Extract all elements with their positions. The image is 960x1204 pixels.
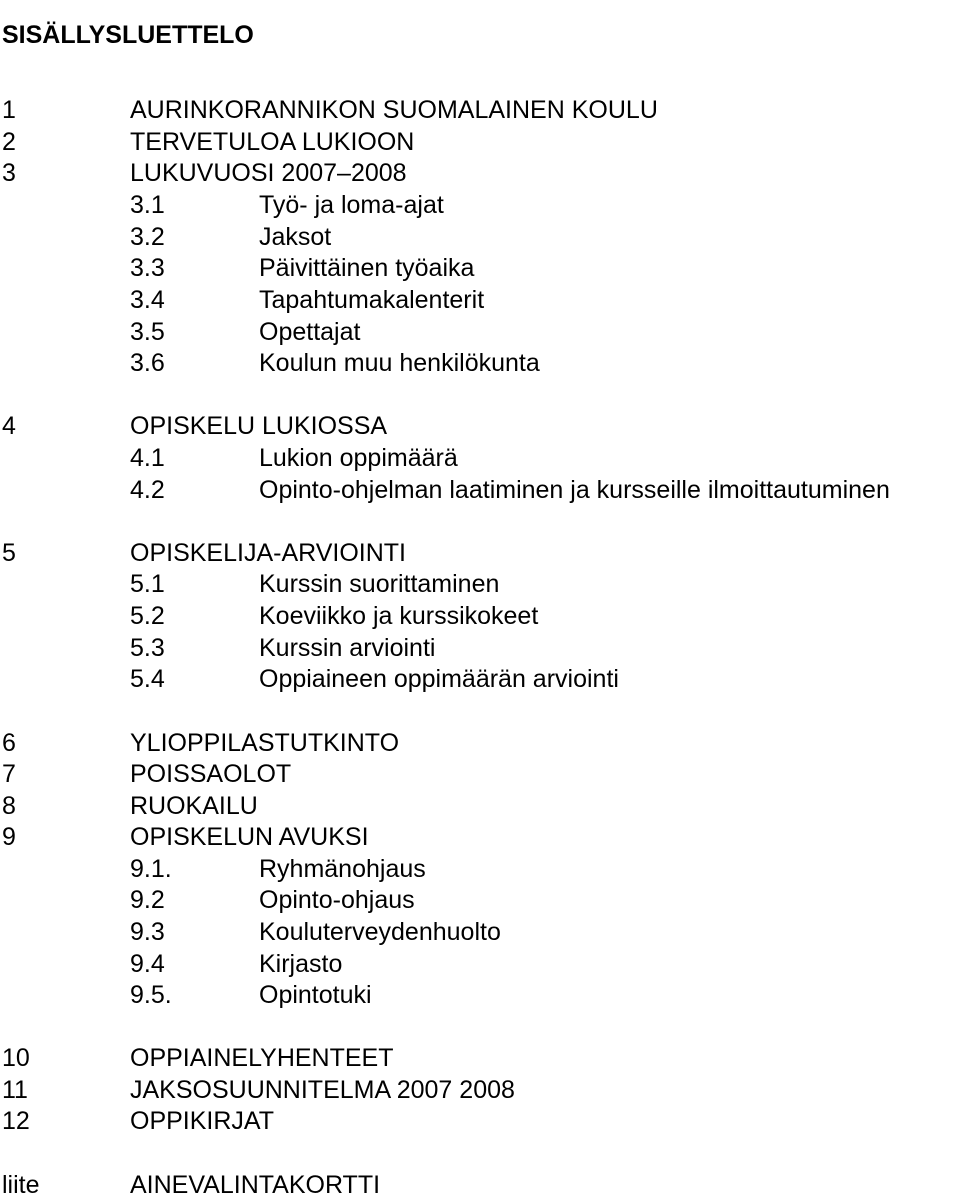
toc-entry-label: POISSAOLOT [130, 760, 292, 788]
toc-entry-label: Opettajat [259, 318, 361, 346]
toc-entry-number: 3.4 [130, 286, 165, 314]
toc-entry [0, 948, 960, 980]
toc-entry-label: Jaksot [259, 223, 332, 251]
toc-entry-number: 12 [2, 1107, 30, 1135]
toc-entry-label: OPPIKIRJAT [130, 1107, 275, 1135]
toc-entry-number: 1 [2, 96, 16, 124]
toc-entry-number: 10 [2, 1044, 30, 1072]
toc-entry [0, 474, 960, 506]
toc-entry [0, 1042, 960, 1074]
toc-entry-number: 6 [2, 729, 16, 757]
page-title: SISÄLLYSLUETTELO [2, 20, 254, 49]
toc-entry-label: Opinto-ohjelman laatiminen ja kursseille ilmoittautuminen [259, 476, 890, 504]
toc-entry [0, 316, 960, 348]
toc-entry-number: 9.5. [130, 981, 172, 1009]
toc-entry-label: Kurssin suorittaminen [259, 570, 500, 598]
toc-entry [0, 916, 960, 948]
toc-entry [0, 410, 960, 442]
toc-entry-label: Ryhmänohjaus [259, 855, 426, 883]
toc-entry [0, 126, 960, 158]
toc-entry-label: TERVETULOA LUKIOON [130, 128, 415, 156]
toc-entry [0, 600, 960, 632]
toc-entry-label: RUOKAILU [130, 792, 258, 820]
toc-entry [0, 853, 960, 885]
toc-entry [0, 884, 960, 916]
toc-entry-label: AURINKORANNIKON SUOMALAINEN KOULU [130, 96, 658, 124]
toc-entry-number: 9.4 [130, 950, 165, 978]
toc-entry-label: Kirjasto [259, 950, 343, 978]
toc-entry [0, 442, 960, 474]
toc-entry [0, 568, 960, 600]
toc-entry-label: YLIOPPILASTUTKINTO [130, 729, 400, 757]
toc-entry-label: OPISKELU LUKIOSSA [130, 412, 388, 440]
toc-entry [0, 727, 960, 759]
toc-entry [0, 347, 960, 379]
toc-entry-number: 3 [2, 159, 16, 187]
toc-entry [0, 284, 960, 316]
toc-entry-number: 5 [2, 539, 16, 567]
toc-entry-label: Opinto-ohjaus [259, 886, 415, 914]
toc-entry [0, 252, 960, 284]
toc-entry-label: OPISKELUN AVUKSI [130, 823, 369, 851]
toc-entry [0, 790, 960, 822]
toc-entry [0, 537, 960, 569]
toc-entry-number: 5.1 [130, 570, 165, 598]
toc-entry [0, 1074, 960, 1106]
toc-entry [0, 663, 960, 695]
toc-entry-label: Työ- ja loma-ajat [259, 191, 444, 219]
toc-entry-number: 9.2 [130, 886, 165, 914]
toc-entry-number: 9.1. [130, 855, 172, 883]
toc-entry [0, 1169, 960, 1201]
toc-entry-number: 5.2 [130, 602, 165, 630]
toc-entry-number: 4 [2, 412, 16, 440]
toc-entry [0, 94, 960, 126]
toc-entry [0, 821, 960, 853]
toc-entry-label: Lukion oppimäärä [259, 444, 458, 472]
toc-entry [0, 632, 960, 664]
toc-entry-number: 5.3 [130, 634, 165, 662]
toc-entry-number: 3.3 [130, 254, 165, 282]
toc-entry [0, 1105, 960, 1137]
toc-entry [0, 189, 960, 221]
toc-entry [0, 979, 960, 1011]
toc-entry [0, 758, 960, 790]
toc-entry-number: 3.1 [130, 191, 165, 219]
toc-entry-label: Kurssin arviointi [259, 634, 436, 662]
toc-entry-label: Koeviikko ja kurssikokeet [259, 602, 539, 630]
toc-entry-number: 3.6 [130, 349, 165, 377]
toc-entry-number: 7 [2, 760, 16, 788]
toc-entry-label: JAKSOSUUNNITELMA 2007 2008 [130, 1076, 515, 1104]
toc-entry-label: OPISKELIJA-ARVIOINTI [130, 539, 407, 567]
toc-entry-label: LUKUVUOSI 2007–2008 [130, 159, 407, 187]
toc-entry-label: Oppiaineen oppimäärän arviointi [259, 665, 619, 693]
toc-entry-label: Tapahtumakalenterit [259, 286, 485, 314]
toc-entry-label: OPPIAINELYHENTEET [130, 1044, 394, 1072]
toc-entry-number: 3.5 [130, 318, 165, 346]
toc-entry-label: AINEVALINTAKORTTI [130, 1171, 381, 1199]
toc-entry-number: 11 [2, 1076, 28, 1104]
toc-entry-label: Koulun muu henkilökunta [259, 349, 540, 377]
toc-entry-number: 9 [2, 823, 16, 851]
toc-entry-number: 3.2 [130, 223, 165, 251]
toc-entry-number: 5.4 [130, 665, 165, 693]
toc-entry-number: 9.3 [130, 918, 165, 946]
toc-entry-label: Kouluterveydenhuolto [259, 918, 501, 946]
toc-entry-number: liite [2, 1171, 40, 1199]
toc-entry [0, 221, 960, 253]
toc-entry [0, 157, 960, 189]
toc-entry-number: 4.2 [130, 476, 165, 504]
toc-entry-label: Opintotuki [259, 981, 372, 1009]
toc-entry-number: 8 [2, 792, 16, 820]
toc-entry-label: Päivittäinen työaika [259, 254, 475, 282]
toc-entry-number: 2 [2, 128, 16, 156]
toc-entry-number: 4.1 [130, 444, 165, 472]
